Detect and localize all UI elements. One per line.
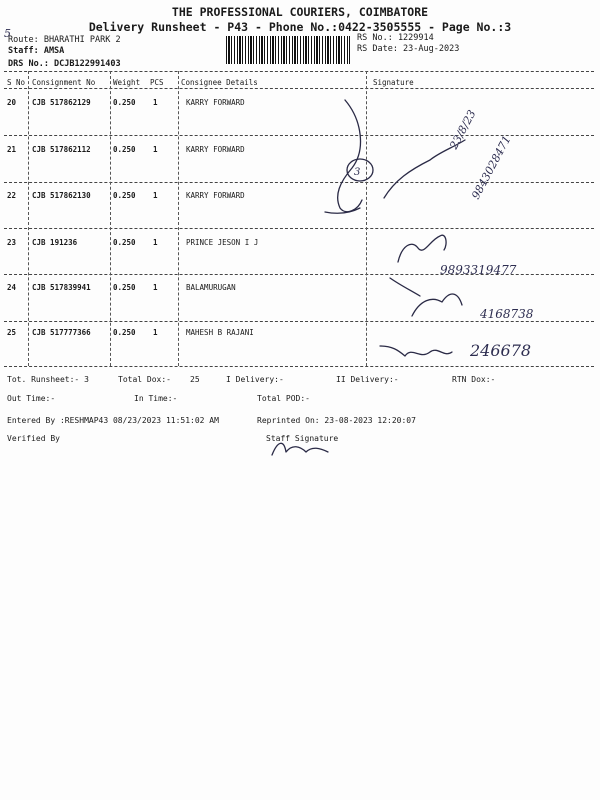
handwritten-date: 23/8/23 — [447, 107, 479, 152]
rs-number: RS No.: 1229914 — [357, 33, 434, 43]
row-weight: 0.250 — [113, 191, 136, 200]
reprinted-on: Reprinted On: 23-08-2023 12:20:07 — [257, 416, 416, 425]
handwritten-phone: 9893319477 — [440, 263, 517, 277]
row-sno: 25 — [7, 328, 17, 337]
signature-scribble — [380, 346, 452, 356]
row-consignee: PRINCE JESON I J — [186, 238, 259, 247]
col-pcs: PCS — [150, 78, 164, 87]
handwritten-phone: 4168738 — [480, 307, 534, 321]
col-signature: Signature — [373, 78, 414, 87]
signature-scribble — [412, 294, 462, 316]
in-time: In Time:- — [134, 394, 178, 403]
col-consignment: Consignment No — [32, 78, 96, 87]
staff-signature-label: Staff Signature — [266, 434, 339, 443]
circled-mark: 3 — [354, 167, 361, 178]
row-sno: 21 — [7, 145, 17, 154]
row-pcs: 1 — [153, 98, 158, 107]
row-weight: 0.250 — [113, 238, 136, 247]
runsheet-subtitle: Delivery Runsheet - P43 - Phone No.:0422-3505555 - Page No.:3 — [88, 20, 512, 34]
total-dox-label: Total Dox:- — [118, 375, 171, 384]
row-consignment: CJB 517777366 — [32, 328, 91, 337]
row-weight: 0.250 — [113, 328, 136, 337]
out-time: Out Time:- — [7, 394, 56, 403]
rtn-dox: RTN Dox:- — [452, 375, 496, 384]
row-pcs: 1 — [153, 328, 158, 337]
row-pcs: 1 — [153, 145, 158, 154]
ii-delivery: II Delivery:- — [336, 375, 399, 384]
handwritten-phone: 9843028471 — [469, 133, 514, 202]
i-delivery: I Delivery:- — [226, 375, 284, 384]
verified-by: Verified By — [7, 434, 60, 443]
signature-scribble — [338, 100, 362, 212]
drs-number: DRS No.: DCJB122991403 — [8, 59, 121, 69]
row-consignment: CJB 191236 — [32, 238, 78, 247]
signature-scribble — [390, 278, 420, 296]
col-sno: S No — [7, 78, 26, 87]
row-consignment: CJB 517862130 — [32, 191, 91, 200]
row-weight: 0.250 — [113, 145, 136, 154]
row-weight: 0.250 — [113, 98, 136, 107]
total-dox-value: 25 — [190, 375, 200, 384]
row-pcs: 1 — [153, 283, 158, 292]
row-consignee: KARRY FORWARD — [186, 98, 245, 107]
signature-scribble — [398, 235, 446, 262]
staff-label: Staff: AMSA — [8, 46, 65, 56]
row-consignee: MAHESH B RAJANI — [186, 328, 254, 337]
row-consignment: CJB 517839941 — [32, 283, 91, 292]
col-consignee: Consignee Details — [181, 78, 258, 87]
staff-signature-scribble — [272, 443, 328, 455]
row-sno: 20 — [7, 98, 17, 107]
row-consignee: KARRY FORWARD — [186, 191, 245, 200]
entered-by: Entered By :RESHMAP43 08/23/2023 11:51:02 AM — [7, 416, 219, 425]
corner-handwritten-mark: 5 — [4, 27, 11, 40]
route-label: Route: BHARATHI PARK 2 — [8, 35, 121, 45]
col-weight: Weight — [113, 78, 141, 87]
rs-date: RS Date: 23-Aug-2023 — [357, 44, 460, 54]
company-title: THE PROFESSIONAL COURIERS, COIMBATORE — [171, 5, 429, 19]
row-weight: 0.250 — [113, 283, 136, 292]
row-consignee: KARRY FORWARD — [186, 145, 245, 154]
row-sno: 24 — [7, 283, 17, 292]
row-sno: 23 — [7, 238, 17, 247]
row-sno: 22 — [7, 191, 17, 200]
row-pcs: 1 — [153, 191, 158, 200]
handwritten-phone: 246678 — [470, 341, 532, 360]
row-consignment: CJB 517862112 — [32, 145, 91, 154]
row-consignee: BALAMURUGAN — [186, 283, 236, 292]
row-pcs: 1 — [153, 238, 158, 247]
total-pod: Total POD:- — [257, 394, 310, 403]
tot-runsheet: Tot. Runsheet:- 3 — [7, 375, 89, 384]
row-consignment: CJB 517862129 — [32, 98, 91, 107]
